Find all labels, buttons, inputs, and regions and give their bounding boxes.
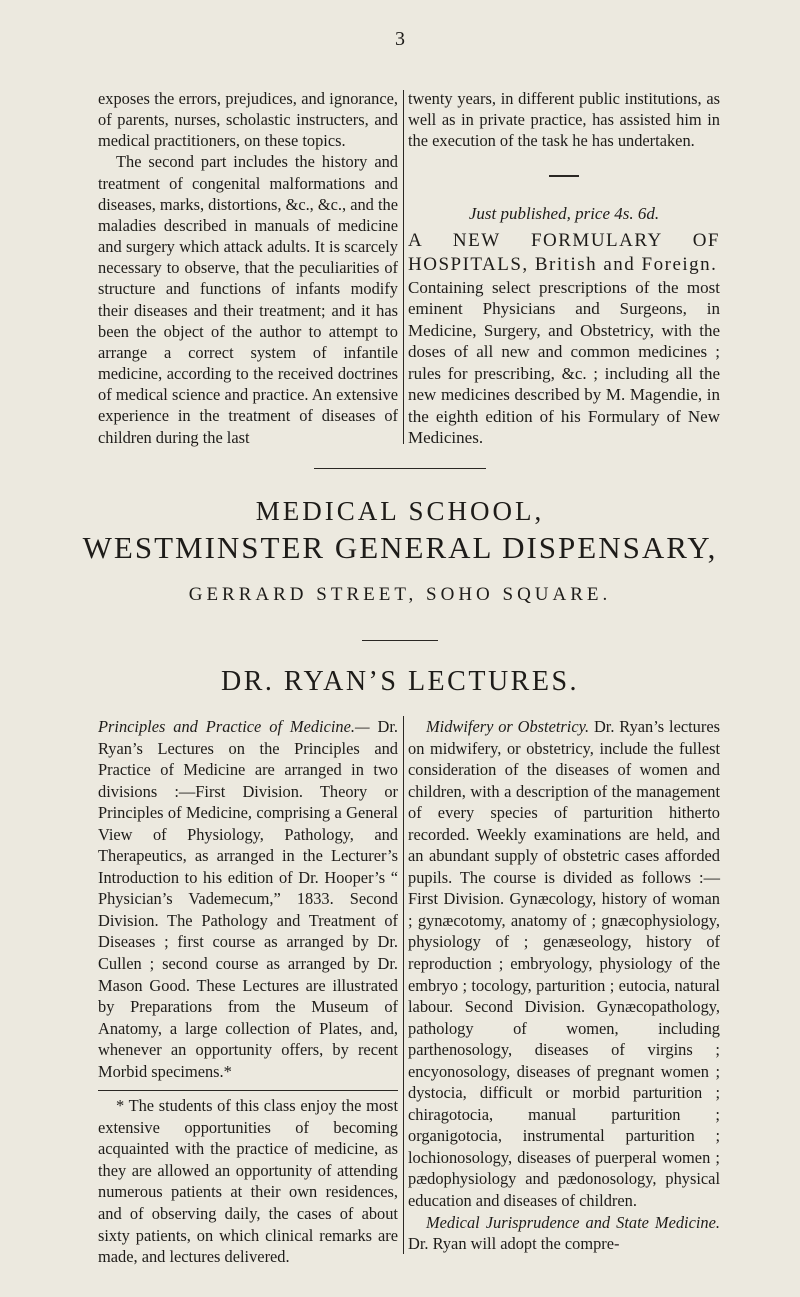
notice-title: A NEW FORMULARY OF HOSPITALS, British and Foreign. <box>408 229 720 275</box>
heading-westminster: WESTMINSTER GENERAL DISPENSARY, <box>82 530 718 565</box>
practice-of-medicine-lead: Principles and Practice of Medicine.— <box>98 717 370 736</box>
heading-lectures: DR. RYAN’S LECTURES. <box>220 666 580 697</box>
page-number: 3 <box>395 28 405 50</box>
top-column-divider <box>403 90 404 444</box>
jurisprudence-lead: Medical Jurisprudence and State Medicine. <box>426 1212 720 1232</box>
footnote-rule <box>98 1090 398 1091</box>
top-left-paragraph-1: exposes the errors, prejudices, and ignorance, of parents, nurses, scholastic instructers, and medical practitioners, on these topics. <box>98 89 398 151</box>
top-right-column <box>408 88 720 449</box>
heading-divider <box>362 640 438 641</box>
jurisprudence-body: Dr. Ryan will adopt the compre- <box>408 1234 620 1254</box>
heading-medical-school: MEDICAL SCHOOL, <box>255 496 545 526</box>
notice-heading: Just published, price 4s. 6d. <box>468 204 660 224</box>
short-divider <box>549 175 579 177</box>
top-right-continuation: twenty years, in different public institutions, as well as in private practice, has assisted him in the execution of the task he has undertaken. <box>408 89 720 151</box>
notice-body: Containing select prescriptions of the most eminent Physicians and Surgeons, in Medicine, Surgery, and Obstetricy, with the doses of all new and common medicines ; rules for prescribing, &c. ; including all the new medicines described by M. Magendie, in the eighth edition of his Formulary of New Medicines. <box>408 277 720 448</box>
midwifery-body: Dr. Ryan’s lectures on midwifery, or obstetricy, include the fullest consideration of the diseases of women and children, with a description of the management of every species of parturition hitherto recorded. Weekly examinations are held, and an abundant supply of obstetric cases afforded pupils. The course is divided as follows :—First Division. Gynæcology, history of woman ; gynæcotomy, anatomy of ; gnæcophysiology, physiology of ; genæseology, history of reproduction ; embryology, physiology of the embryo ; tocology, parturition ; eutocia, natural labour. Second Division. Gynæcopathology, pathology of women, including parthenosology, diseases of virgins ; encyonosology, diseases of pregnant women ; dystocia, difficult or morbid parturition ; chiragotocia, manual parturition ; organigotocia, instrumental parturition ; lochionosology, diseases of puerperal women ; pædophysiology and pædonosology, physical education and diseases of children. <box>408 717 720 1211</box>
footnote: * The students of this class enjoy the most extensive opportunities of becoming acquainted with the practice of medicine, as they are allowed an opportunity of attending numerous patients at their own residences, and of observing daily, the cases of about sixty patients, on which clinical remarks are made, and lectures delivered. <box>98 1096 398 1267</box>
top-left-paragraph-2: The second part includes the history and treatment of congenital malformations and diseases, marks, distortions, &c., &c., and the maladies described in manuals of medicine and surgery which attack adults. It is scarcely necessary to observe, that the peculiarities of structure and functions of infants modify their diseases and their treatment; and it has been the object of the author to attempt to arrange a correct system of infantile medicine, according to the received doctrines of medical science and practice. An extensive experience in the treatment of diseases of children during the last <box>98 152 398 447</box>
top-left-column <box>98 88 398 448</box>
practice-of-medicine-body: Dr. Ryan’s Lectures on the Principles and Practice of Medicine are arranged in two divisions :—First Division. Theory or Principles of Medicine, comprising a General View of Physiology, Pathology, and Therapeutics, as arranged in the Lecturer’s Introduction to his edition of Dr. Hooper’s “ Physician’s Vademecum,” 1833. Second Division. The Pathology and Treatment of Diseases ; first course as arranged by Dr. Cullen ; second course as arranged by Dr. Mason Good. These Lectures are illustrated by Preparations from the Museum of Anatomy, a large collection of Plates, and, whenever an opportunity offers, by recent Morbid specimens.* <box>98 717 399 1081</box>
bottom-right-column <box>408 716 720 1255</box>
midwifery-lead: Midwifery or Obstetricy. <box>426 717 590 736</box>
bottom-column-divider <box>403 716 404 1254</box>
heading-address: GERRARD STREET, SOHO SQUARE. <box>188 584 612 605</box>
bottom-left-column <box>98 716 398 1268</box>
section-divider <box>314 468 486 469</box>
